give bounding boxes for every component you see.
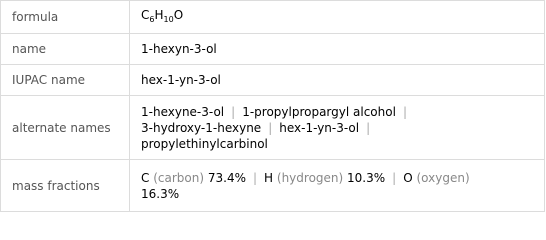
- element-name: (hydrogen): [276, 170, 344, 185]
- alternate-names-label: alternate names: [1, 96, 130, 160]
- formula-label: formula: [1, 1, 130, 34]
- fraction-value: 10.3%: [347, 170, 386, 185]
- element-symbol: O: [403, 170, 413, 185]
- mass-fraction-oxygen: [403, 171, 469, 185]
- separator: |: [231, 104, 236, 119]
- formula-h-count: 10: [163, 14, 174, 24]
- formula-c-count: 6: [149, 14, 155, 24]
- alternate-name: hex-1-yn-3-ol: [279, 120, 360, 135]
- separator: |: [268, 120, 273, 135]
- alternate-names-row: [1, 96, 545, 160]
- element-symbol: H: [264, 170, 274, 185]
- element-name: (oxygen): [416, 170, 470, 185]
- alternate-name: 3-hydroxy-1-hexyne: [141, 120, 262, 135]
- name-label: name: [1, 34, 130, 65]
- fraction-value: 16.3%: [141, 186, 180, 201]
- formula-h: H: [154, 7, 164, 22]
- mass-fraction-carbon: [141, 171, 246, 185]
- name-row: [1, 34, 545, 65]
- mass-fraction-hydrogen: [264, 171, 385, 185]
- name-value: 1-hexyn-3-ol: [130, 34, 545, 65]
- separator: |: [392, 170, 397, 185]
- mass-fractions-value: [130, 160, 545, 212]
- separator: |: [402, 104, 407, 119]
- fraction-value: 73.4%: [207, 170, 246, 185]
- alternate-name: 1-hexyne-3-ol: [141, 104, 225, 119]
- element-name: (carbon): [153, 170, 205, 185]
- mass-fractions-row: [1, 160, 545, 212]
- formula-c: C: [141, 7, 150, 22]
- alternate-names-value: [130, 96, 545, 160]
- formula-value: [130, 1, 545, 34]
- iupac-row: [1, 65, 545, 96]
- formula-row: [1, 1, 545, 34]
- separator: |: [252, 170, 258, 185]
- alternate-name: propylethinylcarbinol: [141, 136, 268, 151]
- iupac-value: hex-1-yn-3-ol: [130, 65, 545, 96]
- alternate-name: 1-propylpropargyl alcohol: [242, 104, 396, 119]
- separator: |: [366, 120, 371, 135]
- iupac-label: IUPAC name: [1, 65, 130, 96]
- formula-o: O: [173, 7, 184, 22]
- element-symbol: C: [141, 170, 150, 185]
- mass-fractions-label: mass fractions: [1, 160, 130, 212]
